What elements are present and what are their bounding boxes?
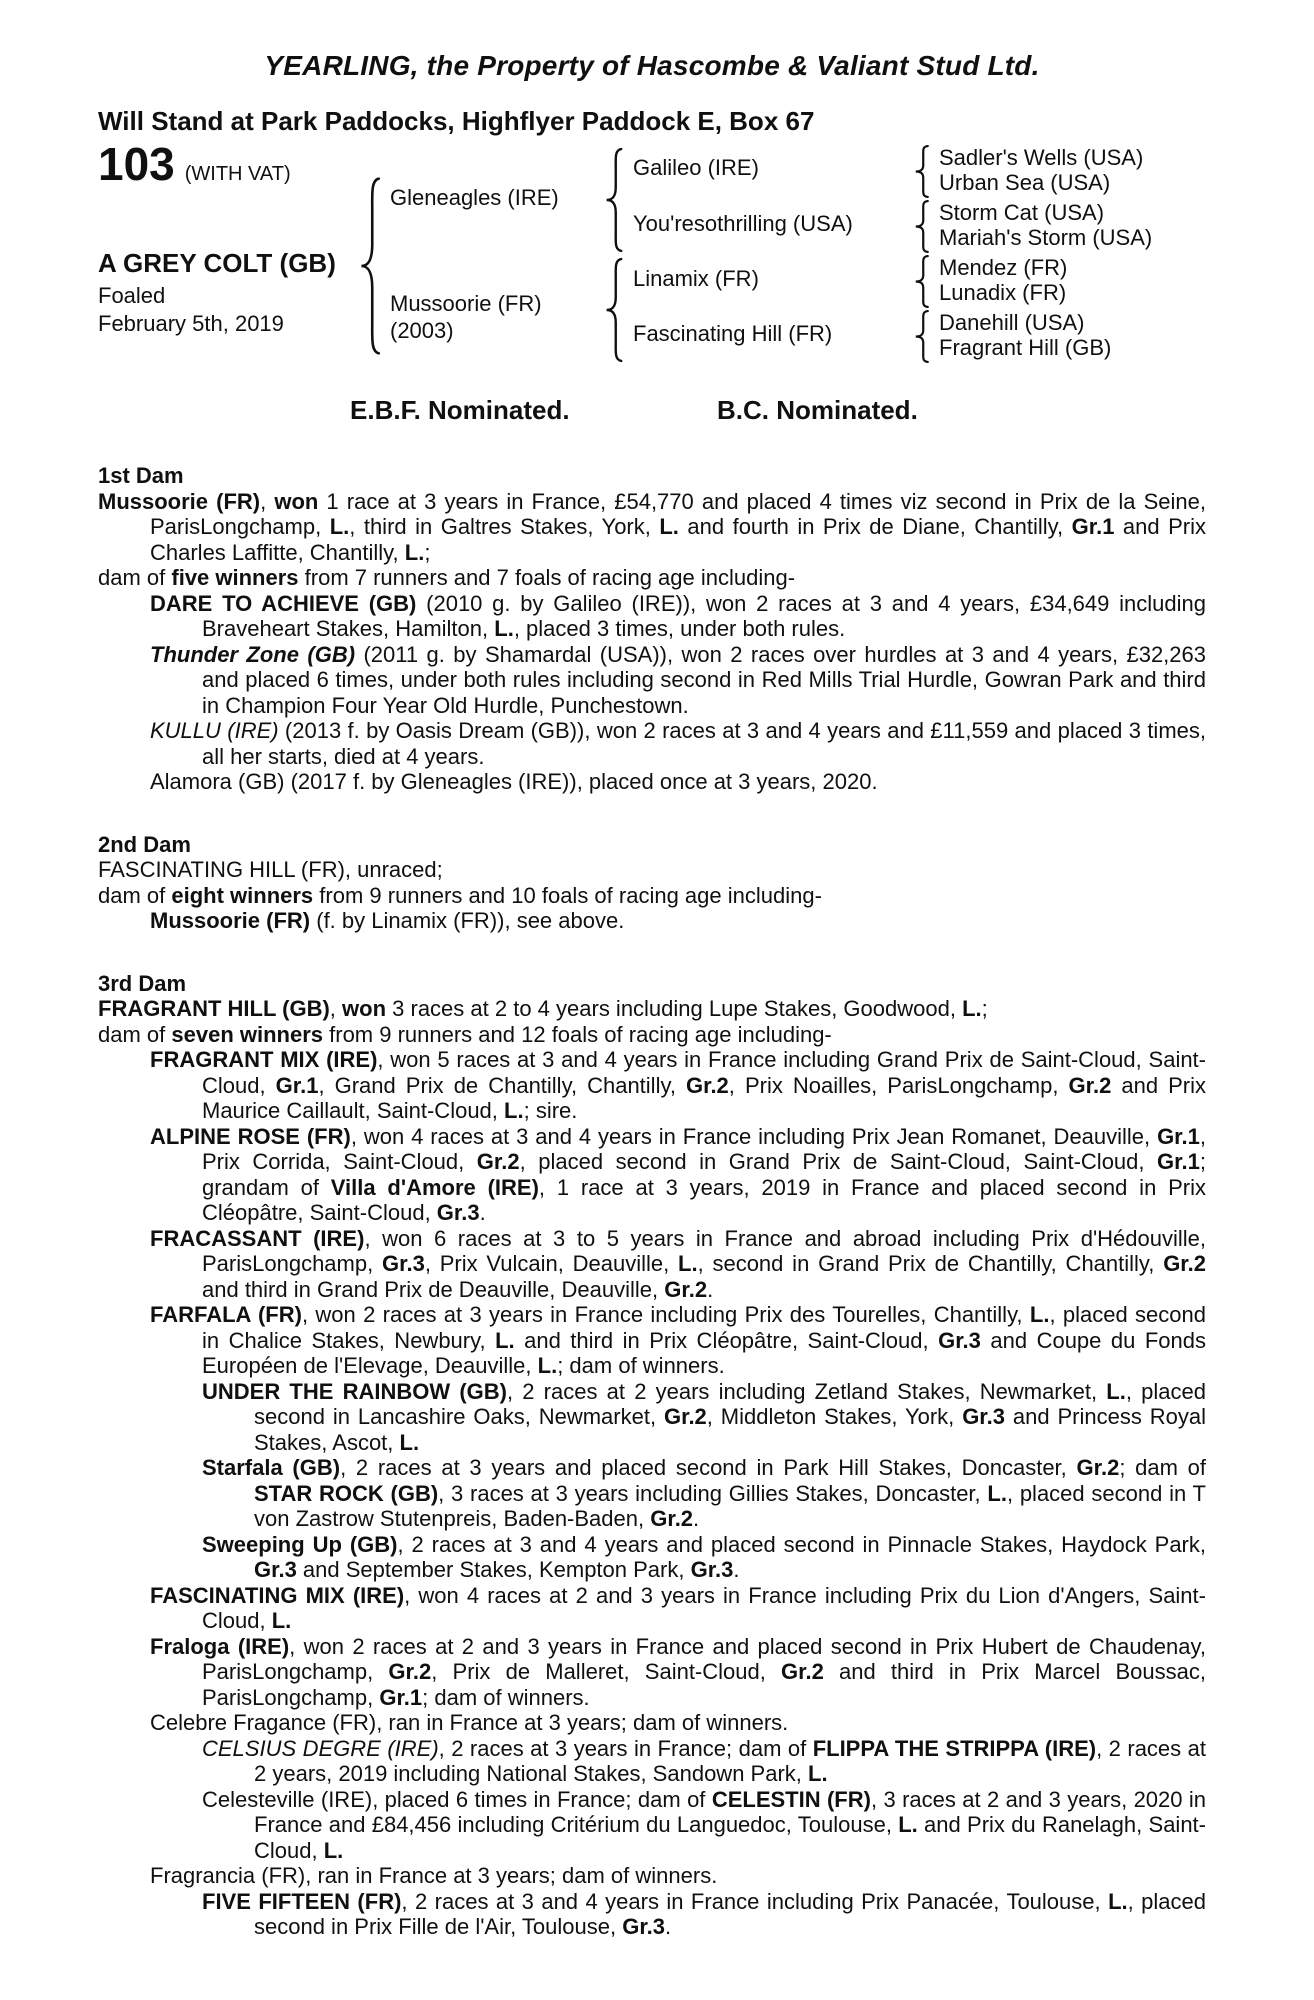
pedigree-paragraph: KULLU (IRE) (2013 f. by Oasis Dream (GB)), won 2 races at 3 and 4 years and £11,559 and placed 3 times, all her starts, died at 4 years. (150, 718, 1206, 769)
pedigree-grandparent-pair (939, 200, 1152, 250)
pedigree-ancestor: Sadler's Wells (USA) (939, 145, 1144, 170)
pedigree-grandparent-pair (939, 310, 1111, 360)
pedigree-ancestor: Urban Sea (USA) (939, 170, 1111, 195)
pedigree-brace-gen3 (912, 145, 930, 198)
section-paragraphs (98, 996, 1206, 1940)
pedigree-grandparent-pair (939, 145, 1143, 195)
dam-heading: 2nd Dam (98, 831, 191, 857)
dam-section (98, 832, 1206, 934)
pedigree-paragraph: ALPINE ROSE (FR), won 4 races at 3 and 4 years in France including Prix Jean Romanet, Deauville, Gr.1, Prix Corrida, Saint-Cloud, Gr.2, placed second in Grand Prix de Saint-Cloud, Saint-Cloud, Gr.1; grandam of Villa d'Amore (IRE), 1 race at 3 years, 2019 in France and placed second in Prix Cléopâtre, Saint-Cloud, Gr.3. (150, 1123, 1206, 1225)
pedigree-sire: Gleneagles (IRE) (390, 185, 559, 210)
foaled-date: February 5th, 2019 (98, 311, 284, 336)
pedigree-ancestor: Danehill (USA) (939, 310, 1085, 335)
pedigree-ancestor: Storm Cat (USA) (939, 200, 1105, 225)
pedigree-paragraph: Mussoorie (FR) (f. by Linamix (FR)), see above. (150, 908, 625, 933)
nominations-line (98, 395, 1206, 427)
pedigree-brace-gen3 (912, 255, 930, 308)
dam-heading: 1st Dam (98, 463, 184, 488)
pedigree-paragraph: Thunder Zone (GB) (2011 g. by Shamardal (USA)), won 2 races over hurdles at 3 and 4 years, £32,263 and placed 6 times, under both rules including second in Red Mills Trial Hurdle, Gowran Park and third in Champion Four Year Old Hurdle, Punchestown. (150, 641, 1206, 718)
dam-section (98, 463, 1206, 795)
pedigree-dam-dam: Fascinating Hill (FR) (633, 321, 833, 346)
section-paragraphs (98, 857, 1206, 934)
pedigree-dam-sire: Linamix (FR) (633, 266, 759, 291)
pedigree-paragraph: Celebre Fragance (FR), ran in France at 3 years; dam of winners. (150, 1710, 789, 1735)
lot-number: 103 (98, 138, 175, 190)
vat-note: (WITH VAT) (184, 163, 291, 185)
section-paragraphs (98, 489, 1206, 795)
bc-nominated-label: B.C. Nominated. (717, 395, 918, 425)
pedigree-ancestor: Mendez (FR) (939, 255, 1068, 280)
horse-description: A GREY COLT (GB) (98, 248, 336, 278)
pedigree-brace-sire (602, 147, 624, 253)
pedigree-ancestor: Fragrant Hill (GB) (939, 335, 1112, 360)
pedigree-paragraph: FARFALA (FR), won 2 races at 3 years in France including Prix des Tourelles, Chantilly, L., placed second in Chalice Stakes, Newbury, L. and third in Prix Cléopâtre, Saint-Cloud, Gr.3 and Coupe du Fonds Européen de l'Elevage, Deauville, L.; dam of winners. (150, 1302, 1207, 1378)
pedigree-paragraph: DARE TO ACHIEVE (GB) (2010 g. by Galileo (IRE)), won 2 races at 3 and 4 years, £34,649 including Braveheart Stakes, Hamilton, L., placed 3 times, under both rules. (150, 590, 1206, 641)
pedigree-dam-year: (2003) (390, 318, 454, 343)
dam-section (98, 971, 1206, 1940)
dam-sections (98, 463, 1206, 1940)
pedigree-paragraph: dam of five winners from 7 runners and 7 foals of racing age including- (98, 565, 796, 590)
pedigree-paragraph: Fraloga (IRE), won 2 races at 2 and 3 years in France and placed second in Prix Hubert de Chaudenay, ParisLongchamp, Gr.2, Prix de Malleret, Saint-Cloud, Gr.2 and third in Prix Marcel Boussac, ParisLongchamp, Gr.1; dam of winners. (150, 1633, 1206, 1710)
pedigree-paragraph: FRAGRANT HILL (GB), won 3 races at 2 to 4 years including Lupe Stakes, Goodwood, L.; (98, 996, 988, 1021)
ebf-nominated-label: E.B.F. Nominated. (350, 395, 570, 425)
pedigree-ancestor: Mariah's Storm (USA) (939, 225, 1153, 250)
dam-heading: 3rd Dam (98, 970, 187, 996)
lot-line (98, 138, 291, 190)
pedigree-paragraph: FRACASSANT (IRE), won 6 races at 3 to 5 years in France and abroad including Prix d'Hédouville, ParisLongchamp, Gr.3, Prix Vulcain, Deauville, L., second in Grand Prix de Chantilly, Chantilly, Gr.2 and third in Grand Prix de Deauville, Deauville, Gr.2. (150, 1225, 1206, 1302)
pedigree-brace-gen3 (912, 200, 930, 253)
pedigree-sire-dam: You'resothrilling (USA) (633, 211, 853, 236)
pedigree-paragraph: dam of eight winners from 9 runners and 10 foals of racing age including- (98, 882, 822, 908)
pedigree-brace-main (356, 175, 382, 357)
pedigree-paragraph: Starfala (GB), 2 races at 3 years and placed second in Park Hill Stakes, Doncaster, Gr.2; dam of STAR ROCK (GB), 3 races at 3 years including Gillies Stakes, Doncaster, L., placed second in T von Zastrow Stutenpreis, Baden-Baden, Gr.2. (202, 1455, 1206, 1531)
pedigree-paragraph: FRAGRANT MIX (IRE), won 5 races at 3 and 4 years in France including Grand Prix de Saint-Cloud, Saint-Cloud, Gr.1, Grand Prix de Chantilly, Chantilly, Gr.2, Prix Noailles, ParisLongchamp, Gr.2 and Prix Maurice Caillault, Saint-Cloud, L.; sire. (150, 1047, 1206, 1123)
pedigree-brace-gen3 (912, 310, 930, 363)
pedigree-paragraph: Mussoorie (FR), won 1 race at 3 years in France, £54,770 and placed 4 times viz second in Prix de la Seine, ParisLongchamp, L., third in Galtres Stakes, York, L. and fourth in Prix de Diane, Chantilly, Gr.1 and Prix Charles Laffitte, Chantilly, L.; (98, 488, 1206, 565)
pedigree-paragraph: Alamora (GB) (2017 f. by Gleneagles (IRE)), placed once at 3 years, 2020. (150, 769, 878, 794)
pedigree-paragraph: CELSIUS DEGRE (IRE), 2 races at 3 years in France; dam of FLIPPA THE STRIPPA (IRE), 2 races at 2 years, 2019 including National Stakes, Sandown Park, L. (202, 1735, 1206, 1786)
foaled-label: Foaled (98, 283, 166, 308)
stand-location-line: Will Stand at Park Paddocks, Highflyer Paddock E, Box 67 (98, 106, 815, 136)
pedigree-paragraph: Celesteville (IRE), placed 6 times in France; dam of CELESTIN (FR), 3 races at 2 and 3 years, 2020 in France and £84,456 including Critérium du Languedoc, Toulouse, L. and Prix du Ranelagh, Saint-Cloud, L. (202, 1786, 1207, 1863)
pedigree-paragraph: Fragrancia (FR), ran in France at 3 years; dam of winners. (150, 1863, 718, 1888)
pedigree-dam: Mussoorie (FR) (390, 291, 542, 316)
pedigree-paragraph: FASCINATING MIX (IRE), won 4 races at 2 and 3 years in France including Prix du Lion d'Angers, Saint-Cloud, L. (150, 1582, 1206, 1633)
pedigree-paragraph: Sweeping Up (GB), 2 races at 3 and 4 years and placed second in Pinnacle Stakes, Haydock Park, Gr.3 and September Stakes, Kempton Park, Gr.3. (202, 1531, 1207, 1582)
pedigree-chart (98, 138, 1206, 371)
pedigree-paragraph: dam of seven winners from 9 runners and 12 foals of racing age including- (98, 1021, 832, 1047)
pedigree-paragraph: FASCINATING HILL (FR), unraced; (98, 857, 443, 882)
pedigree-sire-sire: Galileo (IRE) (633, 155, 759, 180)
page-title: YEARLING, the Property of Hascombe & Valiant Stud Ltd. (264, 50, 1040, 81)
pedigree-paragraph: FIVE FIFTEEN (FR), 2 races at 3 and 4 years in France including Prix Panacée, Toulouse, L., placed second in Prix Fille de l'Air, Toulouse, Gr.3. (202, 1888, 1207, 1939)
pedigree-grandparent-pair (939, 255, 1067, 305)
pedigree-ancestor: Lunadix (FR) (939, 280, 1067, 305)
pedigree-brace-dam (602, 257, 624, 363)
pedigree-paragraph: UNDER THE RAINBOW (GB), 2 races at 2 years including Zetland Stakes, Newmarket, L., placed second in Lancashire Oaks, Newmarket, Gr.2, Middleton Stakes, York, Gr.3 and Princess Royal Stakes, Ascot, L. (202, 1378, 1206, 1455)
